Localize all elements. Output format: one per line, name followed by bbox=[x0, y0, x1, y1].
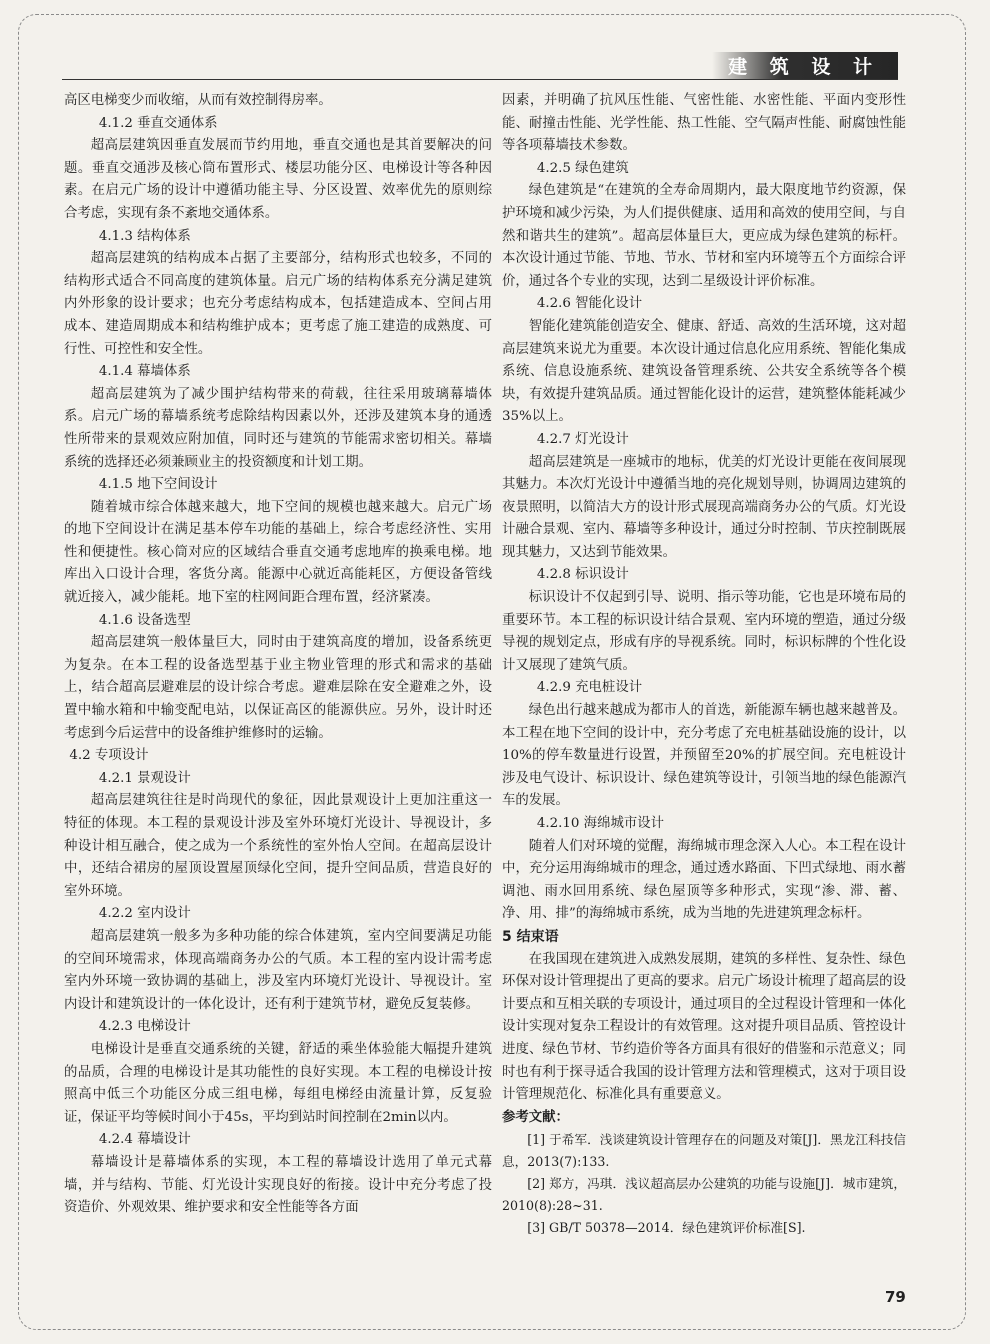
body-paragraph: 智能化建筑能创造安全、健康、舒适、高效的生活环境，这对超高层建筑来说尤为重要。本次设计通过信息化应用系统、智能化集成系统、信息设施系统、建筑设备管理系统、公共安全系统等各个模块，有效提升建筑品质。通过智能化设计的运营，建筑整体能耗减少35%以上。 bbox=[502, 318, 906, 425]
subsubsection-heading: 4.1.2 垂直交通体系 bbox=[98, 115, 218, 131]
body-paragraph: 电梯设计是垂直交通系统的关键，舒适的乘坐体验能大幅提升建筑的品质，合理的电梯设计是其功能性的良好实现。本工程的电梯设计按照高中低三个功能区分成三组电梯，每组电梯经由流量计算，反复验证，保证平均等候时间小于45s，平均到站时间控制在2min以内。 bbox=[64, 1041, 492, 1125]
subsubsection-heading: 4.1.5 地下空间设计 bbox=[98, 477, 218, 493]
body-paragraph: 绿色出行越来越成为都市人的首选，新能源车辆也越来越普及。本工程在地下空间的设计中，充分考虑了充电桩基础设施的设计，以10%的停车数量进行设置，并预留至20%的扩展空间。充电桩设计涉及电气设计、标识设计、绿色建筑等设计，引领当地的绿色能源汽车的发展。 bbox=[502, 703, 906, 809]
body-paragraph: 超高层建筑往往是时尚现代的象征，因此景观设计上更加注重这一特征的体现。本工程的景观设计涉及室外环境灯光设计、导视设计，多种设计相互融合，使之成为一个系统性的室外怡人空间。在超高层设计中，还结合裙房的屋顶设置屋顶绿化空间，提升空间品质，营造良好的室外环境。 bbox=[64, 793, 492, 899]
reference-item: [3] GB/T 50378—2014．绿色建筑评价标准[S]. bbox=[527, 1220, 806, 1236]
reference-item: [2] 郑方，冯琪．浅议超高层办公建筑的功能与设施[J]．城市建筑，2010(8):28~31. bbox=[502, 1176, 906, 1214]
body-paragraph: 超高层建筑是一座城市的地标，优美的灯光设计更能在夜间展现其魅力。本次灯光设计中遵循当地的亮化规划导则，协调周边建筑的夜景照明，以简洁大方的设计形式展现高端商务办公的气质。灯光设计融合景观、室内、幕墙等多种设计，通过分时控制、节庆控制既展现其魅力，又达到节能效果。 bbox=[502, 454, 906, 560]
body-paragraph: 超高层建筑一般多为多种功能的综合体建筑，室内空间要满足功能的空间环境需求，体现高端商务办公的气质。本工程的室内设计需考虑室内外环境一致协调的基础上，涉及室内环境灯光设计、导视设计。室内设计和建筑设计的一体化设计，还有利于建筑节材，避免反复装修。 bbox=[64, 928, 492, 1012]
subsubsection-heading: 4.2.3 电梯设计 bbox=[98, 1019, 191, 1035]
body-paragraph: 超高层建筑的结构成本占据了主要部分，结构形式也较多，不同的结构形式适合不同高度的建筑体量。启元广场的结构体系充分满足建筑内外形象的设计要求；也充分考虑结构成本，包括建造成本、空间占用成本、建造周期成本和结构维护成本；更考虑了施工建造的成熟度、可行性、可控性和安全性。 bbox=[64, 251, 492, 357]
body-paragraph: 在我国现在建筑进入成熟发展期，建筑的多样性、复杂性、绿色环保对设计管理提出了更高的要求。启元广场设计梳理了超高层的设计要点和互相关联的专项设计，通过项目的全过程设计管理和一体化设计实现对复杂工程设计的有效管理。这对提升项目品质、管控设计进度、绿色节材、节约造价等各方面具有很好的借鉴和示范意义；同时也有利于探寻适合我国的设计管理方法和管理模式，这对于项目设计管理规范化、标准化具有重要意义。 bbox=[502, 951, 906, 1103]
subsubsection-heading: 4.2.9 充电桩设计 bbox=[536, 680, 643, 696]
left-column bbox=[64, 90, 492, 1270]
subsubsection-heading: 4.1.3 结构体系 bbox=[98, 228, 191, 244]
subsubsection-heading: 4.2.7 灯光设计 bbox=[536, 431, 629, 447]
body-paragraph: 超高层建筑为了减少围护结构带来的荷载，往往采用玻璃幕墙体系。启元广场的幕墙系统考虑除结构因素以外，还涉及建筑本身的通透性所带来的景观效应附加值，同时还与建筑的节能需求密切相关。幕墙系统的选择还必须兼顾业主的投资额度和计划工期。 bbox=[64, 386, 492, 470]
reference-item: [1] 于希军．浅谈建筑设计管理存在的问题及对策[J]．黑龙江科技信息，2013(7):133. bbox=[502, 1132, 906, 1170]
body-paragraph: 幕墙设计是幕墙体系的实现，本工程的幕墙设计选用了单元式幕墙，并与结构、节能、灯光设计实现良好的衔接。设计中充分考虑了投资造价、外观效果、维护要求和安全性能等各方面 bbox=[64, 1154, 492, 1216]
body-paragraph: 绿色建筑是“在建筑的全寿命周期内，最大限度地节约资源，保护环境和减少污染，为人们提供健康、适用和高效的使用空间，与自然和谐共生的建筑”。超高层体量巨大，更应成为绿色建筑的标杆。本次设计通过节能、节地、节水、节材和室内环境等五个方面综合评价，通过各个专业的实现，达到二星级设计评价标准。 bbox=[502, 183, 906, 289]
subsubsection-heading: 4.2.6 智能化设计 bbox=[536, 296, 643, 312]
subsubsection-heading: 4.2.1 景观设计 bbox=[98, 770, 191, 786]
header-rule bbox=[62, 79, 898, 80]
subsubsection-heading: 4.1.6 设备选型 bbox=[98, 612, 191, 628]
subsubsection-heading: 4.2.4 幕墙设计 bbox=[98, 1132, 191, 1148]
body-paragraph: 超高层建筑因垂直发展而节约用地，垂直交通也是其首要解决的问题。垂直交通涉及核心筒布置形式、楼层功能分区、电梯设计等各种因素。在启元广场的设计中遵循功能主导、分区设置、效率优先的原则综合考虑，实现有条不紊地交通体系。 bbox=[64, 138, 492, 221]
page-number: 79 bbox=[885, 1288, 906, 1306]
subsection-heading: 4.2 专项设计 bbox=[69, 748, 149, 764]
subsubsection-heading: 4.2.8 标识设计 bbox=[536, 567, 629, 583]
references-title: 参考文献： bbox=[502, 1109, 569, 1125]
subsubsection-heading: 4.1.4 幕墙体系 bbox=[98, 364, 191, 380]
body-paragraph: 因素，并明确了抗风压性能、气密性能、水密性能、平面内变形性能、耐撞击性能、光学性能、热工性能、空气隔声性能、耐腐蚀性能等各项幕墙技术参数。 bbox=[502, 93, 906, 154]
subsubsection-heading: 4.2.10 海绵城市设计 bbox=[536, 816, 665, 831]
body-paragraph: 随着人们对环境的觉醒，海绵城市理念深入人心。本工程在设计中，充分运用海绵城市的理念，通过透水路面、下凹式绿地、雨水蓄调池、雨水回用系统、绿色屋顶等多种形式，实现“渗、滞、蓄、净、用、排”的海绵城市系统，成为当地的先进建筑理念标杆。 bbox=[502, 838, 906, 922]
body-paragraph: 高区电梯变少而收缩，从而有效控制得房率。 bbox=[64, 93, 332, 108]
body-paragraph: 超高层建筑一般体量巨大，同时由于建筑高度的增加，设备系统更为复杂。在本工程的设备选型基于业主物业管理的形式和需求的基础上，结合超高层避难层的设计综合考虑。避难层除在安全避难之外，设置中输水箱和中输变配电站，以保证高区的能源供应。另外，设计时还考虑到今后运营中的设备维护维修时的运输。 bbox=[64, 635, 492, 741]
body-paragraph: 标识设计不仅起到引导、说明、指示等功能，它也是环境布局的重要环节。本工程的标识设计结合景观、室内环境的塑造，通过分级导视的规划定点，形成有序的导视系统。同时，标识标牌的个性化设计又展现了建筑气质。 bbox=[502, 590, 906, 673]
right-column bbox=[502, 90, 906, 1270]
body-paragraph: 随着城市综合体越来越大，地下空间的规模也越来越大。启元广场的地下空间设计在满足基本停车功能的基础上，综合考虑经济性、实用性和便捷性。核心筒对应的区域结合垂直交通考虑地库的换乘电梯。地库出入口设计合理，客货分离。能源中心就近高能耗区，方便设备管线就近接入，减少能耗。地下室的柱网间距合理布置，经济紧凑。 bbox=[64, 499, 492, 606]
section-heading: 5 结束语 bbox=[502, 928, 559, 945]
subsubsection-heading: 4.2.2 室内设计 bbox=[98, 906, 191, 922]
section-banner: 建 筑 设 计 bbox=[712, 52, 898, 79]
subsubsection-heading: 4.2.5 绿色建筑 bbox=[536, 160, 629, 176]
